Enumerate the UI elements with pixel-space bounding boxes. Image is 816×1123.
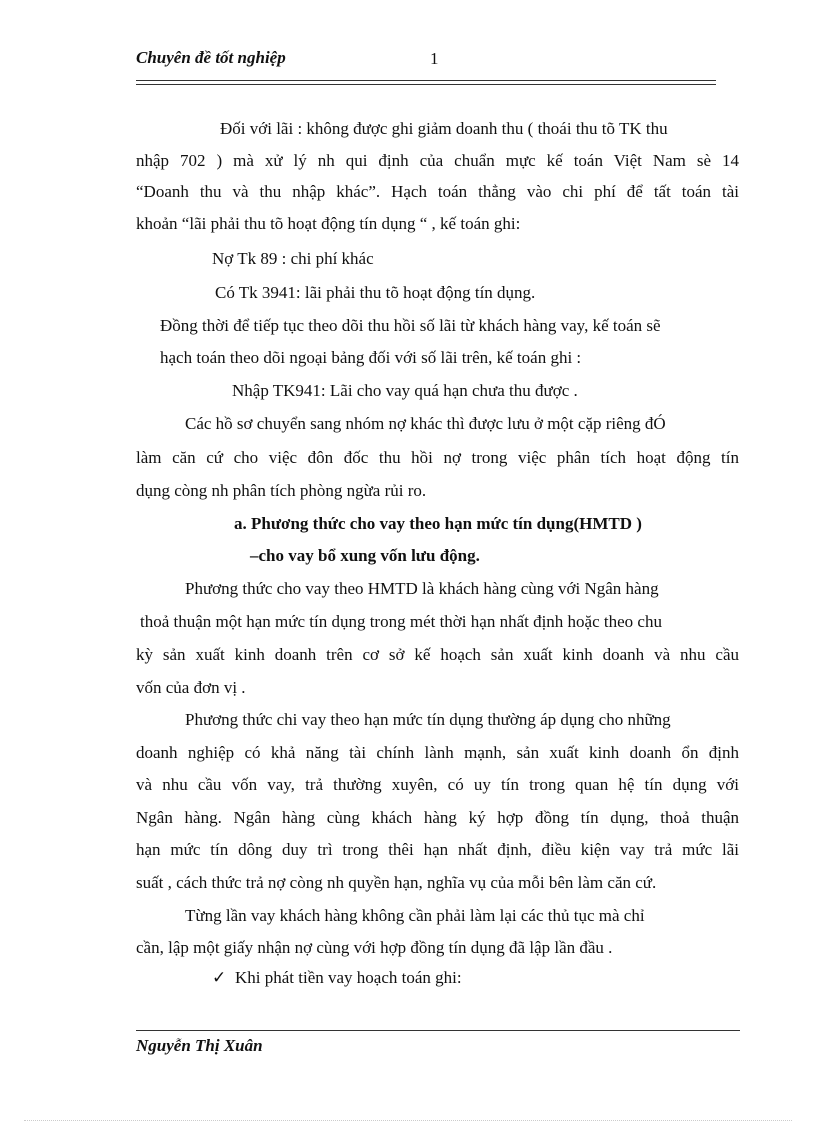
paragraph-line: khoản “lãi phải thu tõ hoạt động tín dụng “ , kế toán ghi: (136, 214, 521, 233)
paragraph-line: hạn mức tín dông duy trì trong thêi hạn nhất định, điều kiện vay trả mức lãi (136, 840, 739, 859)
paragraph-line: Phương thức chi vay theo hạn mức tín dụng thường áp dụng cho những (185, 710, 671, 729)
journal-entry-debit: Nợ Tk 89 : chi phí khác (212, 249, 374, 268)
paragraph-line: làm căn cứ cho việc đôn đốc thu hồi nợ trong việc phân tích hoạt động tín (136, 448, 739, 467)
section-heading: a. Phương thức cho vay theo hạn mức tín dụng(HMTD ) (234, 514, 642, 533)
footer-author: Nguyễn Thị Xuân (136, 1036, 263, 1055)
page-number: 1 (430, 49, 439, 68)
paragraph-line: vốn của đơn vị . (136, 678, 246, 697)
paragraph-line: Đối với lãi : không được ghi giảm doanh thu ( thoái thu tõ TK thu (220, 119, 668, 138)
paragraph-line: nhập 702 ) mà xử lý nh qui định của chuẩn mực kế toán Việt Nam sè 14 (136, 151, 739, 170)
paragraph-line: Phương thức cho vay theo HMTD là khách hàng cùng với Ngân hàng (185, 579, 659, 598)
page-boundary (24, 1120, 792, 1121)
document-header-title: Chuyên đề tốt nghiệp (136, 48, 286, 67)
paragraph-line: dụng còng nh phân tích phòng ngừa rủi ro. (136, 481, 427, 500)
paragraph-line: Từng lần vay khách hàng không cần phải làm lại các thủ tục mà chỉ (185, 906, 645, 925)
paragraph-line: hạch toán theo dõi ngoại bảng đối với số lãi trên, kế toán ghi : (160, 348, 582, 367)
footer-rule (136, 1030, 740, 1031)
section-heading-continuation: –cho vay bổ xung vốn lưu động. (250, 546, 480, 565)
paragraph-line: thoả thuận một hạn mức tín dụng trong mét thời hạn nhất định hoặc theo chu (140, 612, 662, 631)
checklist-item: Khi phát tiền vay hoạch toán ghi: (235, 968, 462, 987)
journal-entry-offbalance: Nhập TK941: Lãi cho vay quá hạn chưa thu được . (232, 381, 578, 400)
paragraph-line: Ngân hàng. Ngân hàng cùng khách hàng ký hợp đồng tín dụng, thoả thuận (136, 808, 739, 827)
paragraph-line: suất , cách thức trả nợ còng nh quyền hạn, nghĩa vụ của mỗi bên làm căn cứ. (136, 873, 657, 892)
paragraph-line: cần, lập một giấy nhận nợ cùng với hợp đồng tín dụng đã lập lần đầu . (136, 938, 613, 957)
header-double-rule (136, 80, 716, 85)
checkmark-icon: ✓ (212, 968, 227, 988)
paragraph-line: doanh nghiệp có khả năng tài chính lành mạnh, sản xuất kinh doanh ổn định (136, 743, 739, 762)
paragraph-line: Các hồ sơ chuyển sang nhóm nợ khác thì được lưu ở một cặp riêng đÓ (185, 414, 666, 433)
paragraph-line: kỳ sản xuất kinh doanh trên cơ sở kế hoạch sản xuất kinh doanh và nhu cầu (136, 645, 739, 664)
paragraph-line: “Doanh thu và thu nhập khác”. Hạch toán thẳng vào chi phí để tất toán tài (136, 182, 739, 201)
paragraph-line: và nhu cầu vốn vay, trả thường xuyên, có uy tín trong quan hệ tín dụng với (136, 775, 739, 794)
paragraph-line: Đồng thời để tiếp tục theo dõi thu hồi số lãi từ khách hàng vay, kế toán sẽ (160, 316, 661, 335)
journal-entry-credit: Có Tk 3941: lãi phải thu tõ hoạt động tín dụng. (215, 283, 536, 302)
